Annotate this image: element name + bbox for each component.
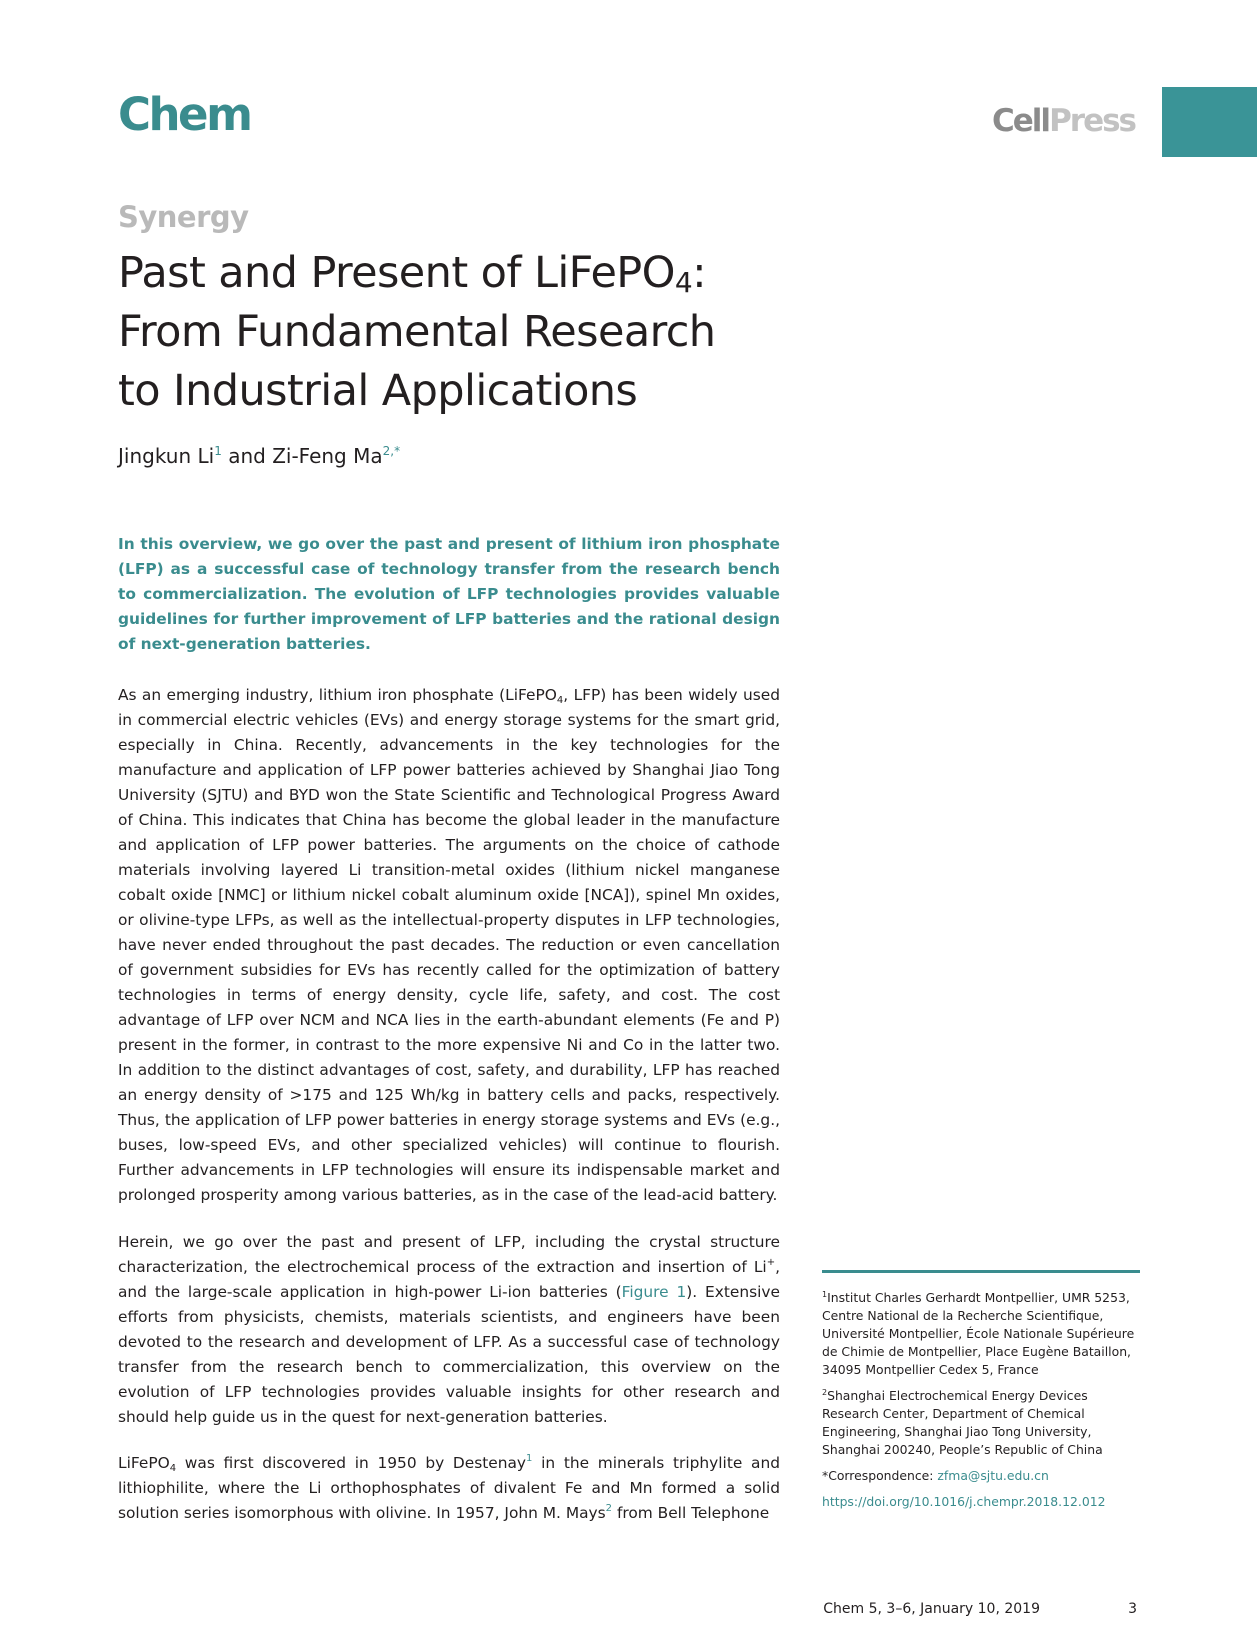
publisher-logo (992, 103, 1135, 139)
correspondence: *Correspondence: zfma@sjtu.edu.cn (822, 1468, 1049, 1483)
title-line-3: to Industrial Applications (118, 366, 638, 416)
section-label: Synergy (118, 200, 249, 234)
affiliations-sidebar (822, 1270, 1140, 1519)
title-line-2: From Fundamental Research (118, 307, 716, 357)
corner-tab (1162, 87, 1257, 157)
publisher-logo-press: Press (1049, 103, 1135, 139)
publisher-logo-cell: Cell (992, 103, 1050, 139)
figure-1-link[interactable]: Figure 1 (621, 1283, 687, 1301)
author-1: Jingkun Li (118, 444, 215, 468)
doi (822, 1493, 1140, 1511)
reference-2-link[interactable]: 2 (605, 1503, 613, 1514)
author-2-affiliation-ref[interactable]: 2,* (382, 444, 401, 458)
affiliation-1: $^1$Institut Charles Gerhardt Montpellier, UMR 5253, Centre National de la Recherche Scientifique, Université Montpellier, École Nationale Supérieure de Chimie de Montpellier, Place Eugène Bataillon, 34095 Montpellier Cedex 5, France (822, 1290, 1135, 1377)
body-paragraph-1: As an emerging industry, lithium iron phosphate (LiFePO$_4$, LFP) has been widely used in commercial electric vehicles (EVs) and energy storage systems for the smart grid, especially in China. Recently, advancements in the key technologies for the manufacture and application of LFP power batteries achieved by Shanghai Jiao Tong University (SJTU) and BYD won the State Scientific and Technological Progress Award of China. This indicates that China has become the global leader in the manufacture and application of LFP power batteries. The arguments on the choice of cathode materials involving layered Li transition-metal oxides (lithium nickel manganese cobalt oxide [NMC] or lithium nickel cobalt aluminum oxide [NCA]), spinel Mn oxides, or olivine-type LFPs, as well as the intellectual-property disputes in LFP technologies, have never ended throughout the past decades. The reduction or even cancellation of government subsidies for EVs has recently called for the optimization of battery technologies in terms of energy density, cycle life, safety, and cost. The cost advantage of LFP over NCM and NCA lies in the earth-abundant elements (Fe and P) present in the former, in contrast to the more expensive Ni and Co in the latter two. In addition to the distinct advantages of cost, safety, and durability, LFP has reached an energy density of >175 and 125 Wh/kg in battery cells and packs, respectively. Thus, the application of LFP power batteries in energy storage systems and EVs (e.g., buses, low-speed EVs, and other specialized vehicles) will continue to flourish. Further advancements in LFP technologies will ensure its indispensable market and prolonged prosperity among various batteries, as in the case of the lead-acid battery. (118, 686, 780, 1204)
reference-1-link[interactable]: 1 (526, 1453, 533, 1464)
page-number: 3 (1128, 1601, 1137, 1617)
abstract: In this overview, we go over the past and present of lithium iron phosphate (LFP) as a successful case of technology transfer from the research bench to commercialization. The evolution of LFP technologies provides valuable guidelines for further improvement of LFP batteries and the rational design of next-generation batteries. (118, 535, 780, 653)
article-title (118, 244, 818, 421)
title-line-1: Past and Present of LiFePO$_4$: (118, 248, 706, 299)
footer-citation: Chem 5, 3–6, January 10, 2019 (823, 1601, 1040, 1617)
body-paragraph-3: LiFePO$_4$ was first discovered in 1950 by Destenay$^1$ in the minerals triphylite and lithiophilite, where the Li orthophosphates of divalent Fe and Mn formed a solid solution series isomorphous with olivine. In 1957, John M. Mays$^2$ from Bell Telephone (118, 1453, 780, 1522)
body-paragraph-2: Herein, we go over the past and present of LFP, including the crystal structure characterization, the electrochemical process of the extraction and insertion of Li+, and the large-scale application in high-power Li-ion batteries (Figure 1). Extensive efforts from physicists, chemists, materials scientists, and engineers have been devoted to the research and development of LFP. As a successful case of technology transfer from the research bench to commercialization, this overview on the evolution of LFP technologies provides valuable insights for other research and should help guide us in the quest for next-generation batteries. (118, 1233, 780, 1426)
doi-link[interactable]: https://doi.org/10.1016/j.chempr.2018.12.012 (822, 1494, 1106, 1509)
author-1-affiliation-ref[interactable]: 1 (214, 444, 222, 458)
author-list: Jingkun Li$^1$ and Zi-Feng $Ma^{2,*}$ (118, 444, 401, 468)
affiliation-2: $^2$Shanghai Electrochemical Energy Devices Research Center, Department of Chemical Engineering, Shanghai Jiao Tong University, Shanghai 200240, People’s Republic of China (822, 1388, 1103, 1457)
author-2: Zi-Feng Ma (272, 444, 383, 468)
journal-logo: Chem (118, 88, 251, 141)
correspondence-email-link[interactable]: zfma@sjtu.edu.cn (937, 1468, 1049, 1483)
